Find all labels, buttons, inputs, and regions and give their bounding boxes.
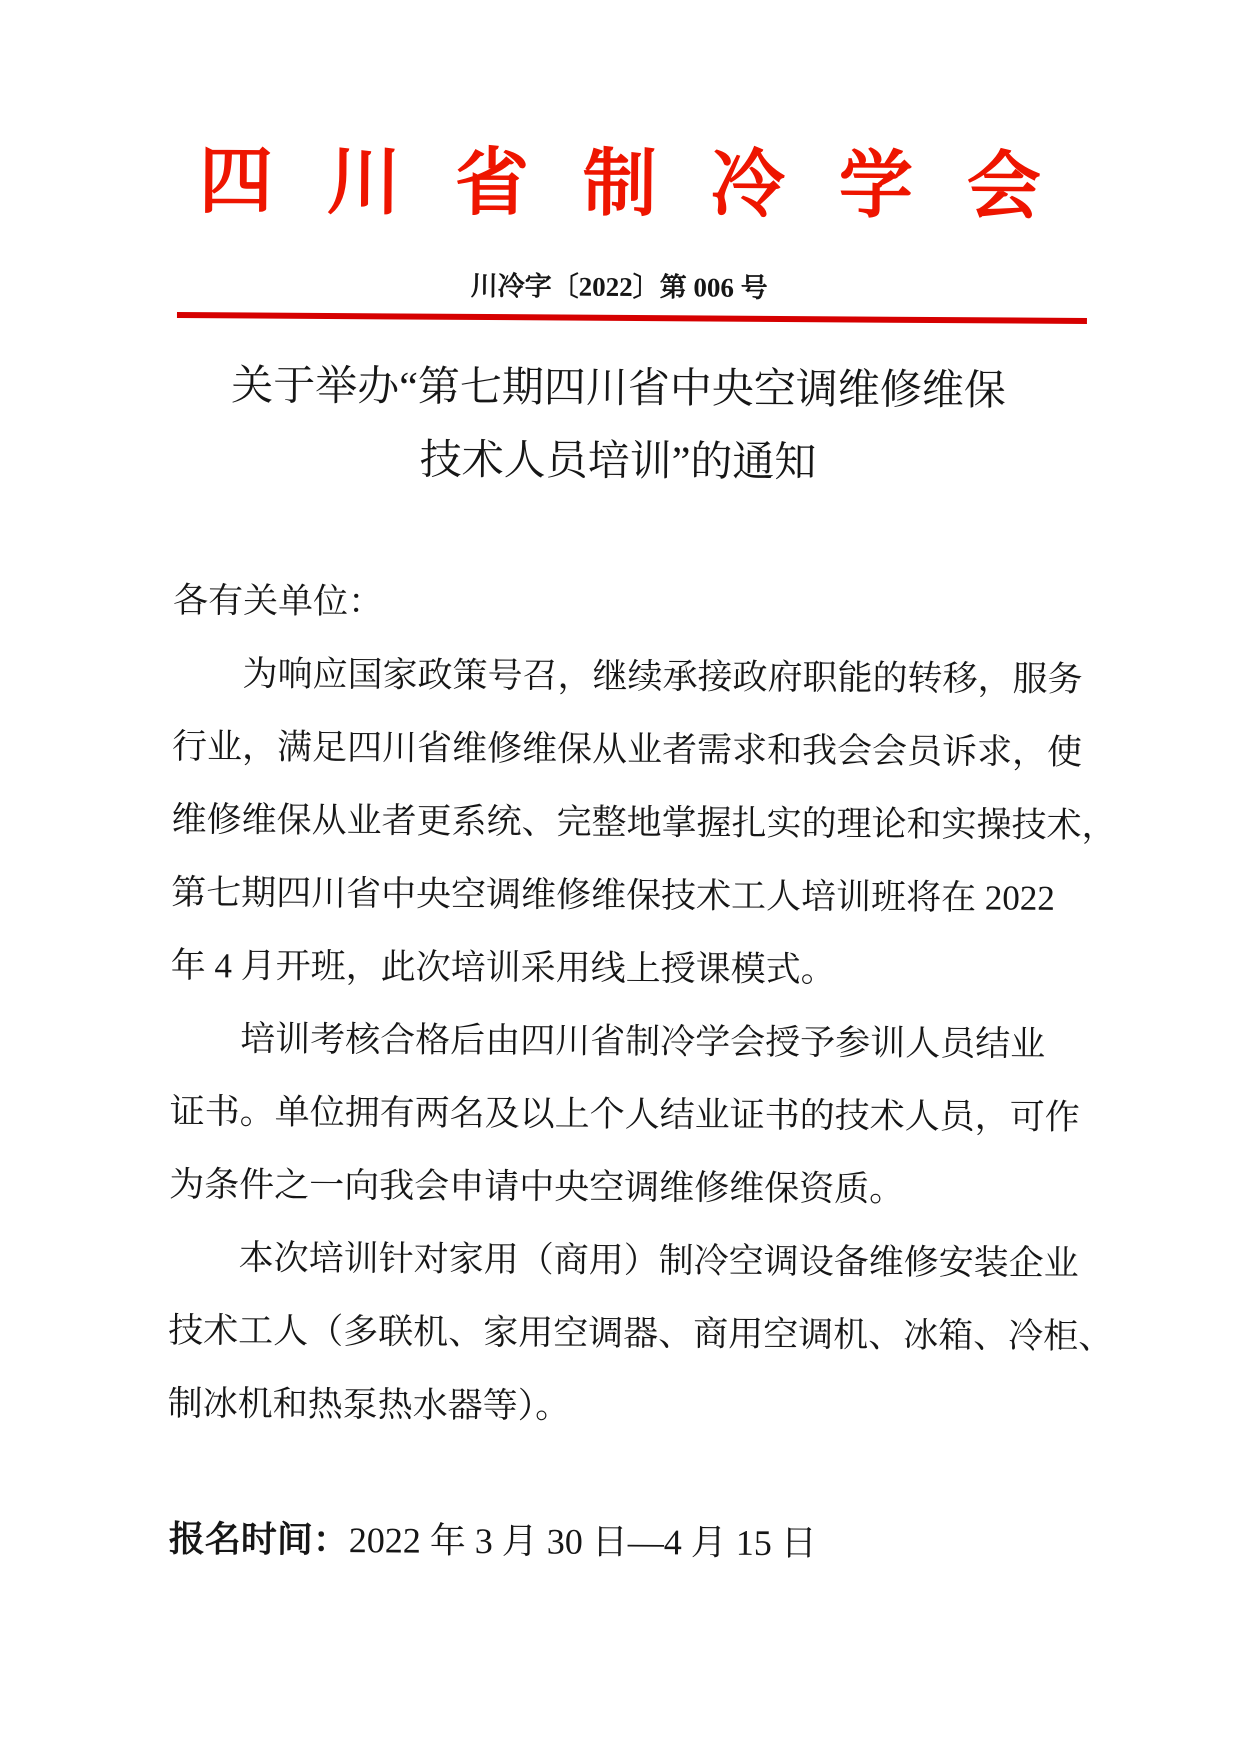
body-line: 本次培训针对家用（商用）制冷空调设备维修安装企业 xyxy=(238,1238,1079,1283)
body-line: 行业，满足四川省维修维保从业者需求和我会会员诉求，使 xyxy=(171,726,1083,772)
body-line: 年 4 月开班，此次培训采用线上授课模式。 xyxy=(170,945,836,990)
body-line: 为条件之一向我会申请中央空调维修维保资质。 xyxy=(169,1164,905,1209)
org-name-heading: 四川省制冷学会 xyxy=(198,141,1096,230)
signup-time-value: 2022 年 3 月 30 日—4 月 15 日 xyxy=(348,1520,817,1564)
signup-time-label: 报名时间： xyxy=(168,1518,349,1561)
notice-title xyxy=(0,349,1239,503)
body-line: 第七期四川省中央空调维修维保技术工人培训班将在 2022 xyxy=(171,872,1056,918)
body-line: 培训考核合格后由四川省制冷学会授予参训人员结业 xyxy=(240,1019,1046,1064)
notice-title-line1: 关于举办“第七期四川省中央空调维修维保 xyxy=(231,363,1006,415)
notice-body xyxy=(167,564,1117,1446)
body-line: 制冰机和热泵热水器等）。 xyxy=(167,1383,571,1426)
doc-number: 川冷字〔2022〕第 006 号 xyxy=(470,270,768,303)
notice-title-line2: 技术人员培训”的通知 xyxy=(419,437,817,487)
body-line: 维修维保从业者更系统、完整地掌握扎实的理论和实操技术， xyxy=(171,799,1117,846)
body-line: 技术工人（多联机、家用空调器、商用空调机、冰箱、冷柜、 xyxy=(168,1310,1114,1357)
body-line: 证书。单位拥有两名及以上个人结业证书的技术人员，可作 xyxy=(169,1091,1080,1137)
red-header-rule xyxy=(177,312,1087,324)
body-line: 为响应国家政策号召，继续承接政府职能的转移，服务 xyxy=(242,654,1083,699)
signup-time-line xyxy=(169,1503,1081,1582)
salutation: 各有关单位： xyxy=(172,580,384,622)
